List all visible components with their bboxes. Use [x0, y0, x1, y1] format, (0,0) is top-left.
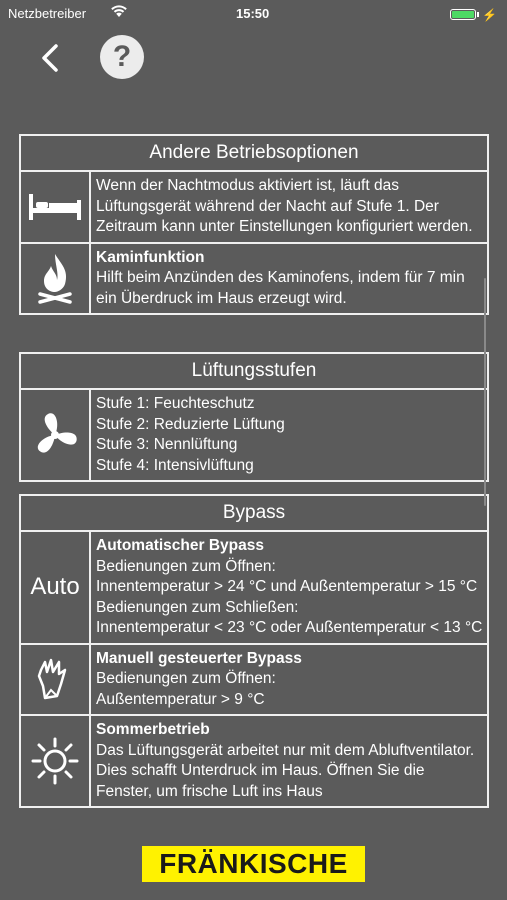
- auto-open-label: Bedienungen zum Öffnen:: [96, 557, 276, 575]
- night-mode-text: Wenn der Nachtmodus aktiviert ist, läuft das Lüftungsgerät während der Nacht auf Stufe 1. Der Zeitraum kann unter Einstellungen konfiguriert werden.: [96, 177, 473, 235]
- auto-bypass-title: Automatischer Bypass: [96, 537, 264, 554]
- section-header: Bypass: [21, 496, 487, 532]
- bypass-row-manual: [21, 645, 487, 717]
- section-lueftungsstufen: [19, 352, 489, 482]
- stufe-1: Stufe 1: Feuchteschutz: [96, 395, 255, 412]
- manual-open-label: Bedienungen zum Öffnen:: [96, 670, 276, 687]
- campfire-icon: [21, 244, 91, 314]
- kaminfunktion-title: Kaminfunktion: [96, 248, 205, 266]
- auto-label: Auto: [30, 573, 80, 601]
- section-header: Andere Betriebsoptionen: [21, 136, 487, 172]
- wifi-icon: [110, 4, 128, 21]
- ventilation-levels-row: [21, 390, 487, 480]
- stufe-3: Stufe 3: Nennlüftung: [96, 436, 238, 453]
- section-header: Lüftungsstufen: [21, 354, 487, 390]
- back-button[interactable]: [36, 38, 66, 78]
- manual-bypass-title: Manuell gesteuerter Bypass: [96, 649, 302, 667]
- stufe-2: Stufe 2: Reduzierte Lüftung: [96, 415, 285, 433]
- brand-logo: FRÄNKISCHE: [142, 846, 365, 882]
- clock: 15:50: [236, 6, 270, 21]
- sun-icon: [21, 716, 91, 806]
- option-row-night-mode: [21, 172, 487, 244]
- auto-close-label: Bedienungen zum Schließen:: [96, 598, 299, 616]
- battery-icon: ⚡: [450, 6, 497, 22]
- status-bar: [0, 0, 507, 28]
- manual-open-condition: Außentemperatur > 9 °C: [96, 690, 265, 708]
- hand-icon: [21, 645, 91, 715]
- content-scroll[interactable]: [0, 132, 507, 828]
- summer-mode-title: Sommerbetrieb: [96, 721, 210, 738]
- fan-icon: [21, 390, 91, 480]
- chevron-left-icon: [36, 38, 66, 78]
- help-button[interactable]: ?: [100, 35, 144, 79]
- auto-close-condition: Innentemperatur < 23 °C oder Außentemperatur < 13 °C: [96, 619, 483, 636]
- bypass-row-auto: [21, 532, 487, 645]
- summer-mode-text: Das Lüftungsgerät arbeitet nur mit dem Abluftventilator. Dies schafft Unterdruck im Haus. Öffnen Sie die Fenster, um frische Luft ins Haus: [96, 741, 475, 800]
- section-andere-betriebsoptionen: [19, 134, 489, 315]
- option-row-kaminfunktion: [21, 244, 487, 314]
- carrier-label: Netzbetreiber: [8, 6, 87, 21]
- kaminfunktion-text: Hilft beim Anzünden des Kaminofens, indem für 7 min ein Überdruck im Haus erzeugt wird.: [96, 269, 465, 307]
- bypass-row-summer: [21, 716, 487, 806]
- stufe-4: Stufe 4: Intensivlüftung: [96, 456, 254, 474]
- section-bypass: [19, 494, 489, 808]
- scrollbar[interactable]: [484, 278, 486, 506]
- auto-open-condition: Innentemperatur > 24 °C und Außentemperatur > 15 °C: [96, 578, 478, 595]
- auto-icon: [21, 532, 91, 643]
- bed-icon: [21, 172, 91, 242]
